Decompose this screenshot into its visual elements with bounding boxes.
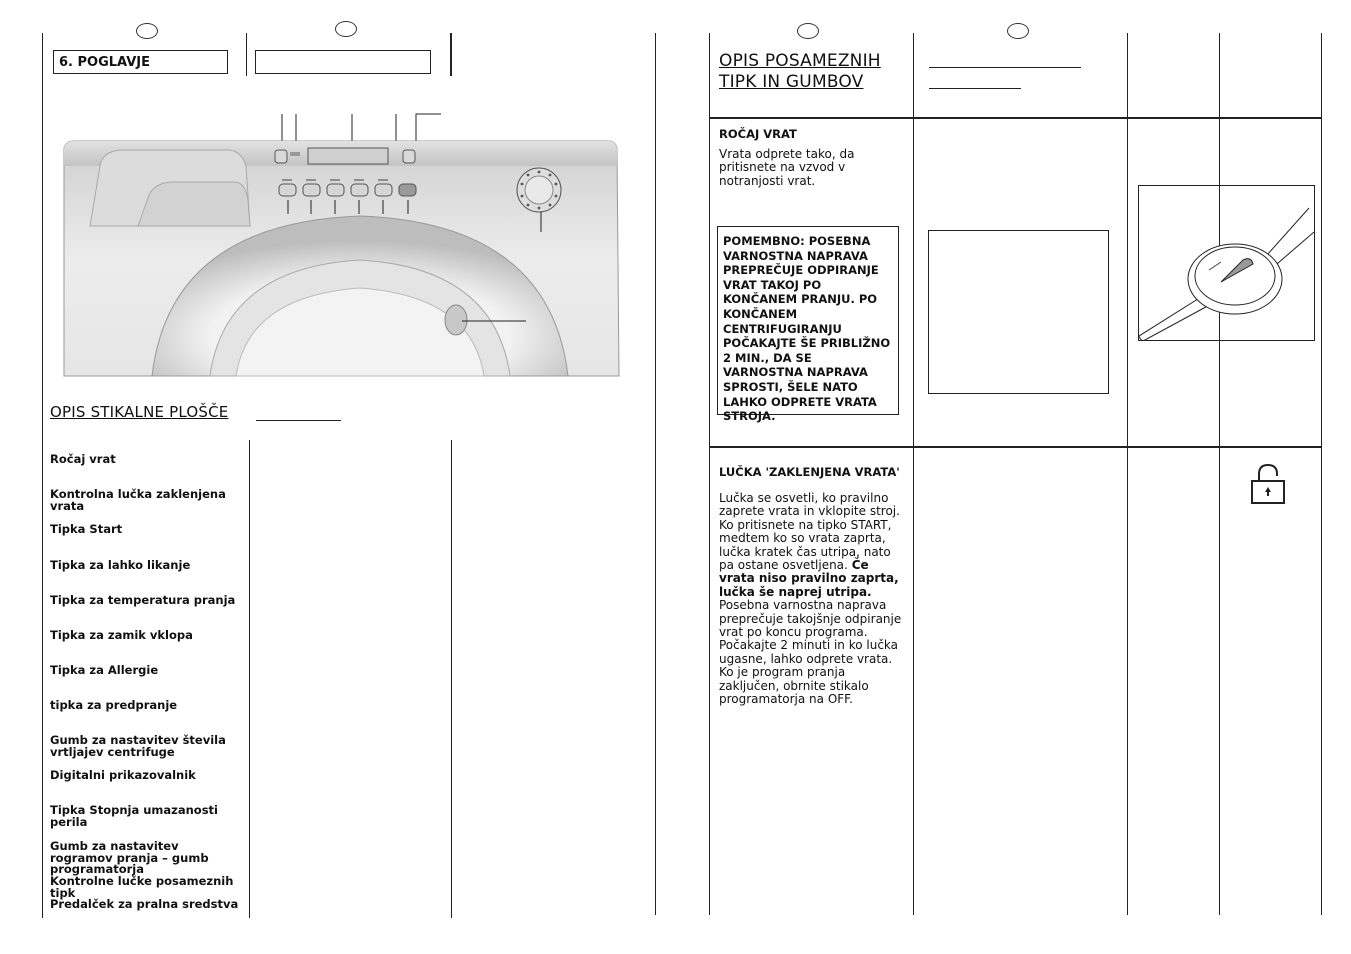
washing-machine-panel-illustration [60,108,625,380]
door-handle-text: Vrata odprete tako, da pritisnete na vzvod v notranjosti vrat. [719,147,855,188]
right-col-line-1 [709,33,710,915]
list-divider-2 [451,440,452,918]
list-item: Tipka za Allergie [50,663,159,677]
right-row-divider-1 [709,117,1322,119]
chapter-title-blank [255,50,431,74]
right-col-line-5 [1321,33,1322,915]
left-margin-line [42,33,43,918]
list-item: Tipka za lahko likanje [50,558,191,572]
lock-light-text-1: Lučka se osvetli, ko pravilno zaprete vrata in vklopite stroj. Ko pritisnete na tipko START, medtem ko so vrata zaprta, lučka kratek čas utripa, nato pa ostane osvetljena. [719,491,900,573]
header-divider-2 [450,33,452,76]
door-handle-illustration-frame [1138,185,1315,341]
list-item: Tipka Start [50,522,123,536]
list-item: Kontrolne lučke posameznih tipk [50,874,234,900]
flag-oval-4 [1007,23,1029,39]
flag-oval-3 [797,23,819,39]
door-handle-heading: ROČAJ VRAT [719,127,797,141]
blank-translation-box [928,230,1109,394]
chapter-title: 6. POGLAVJE [53,50,228,74]
list-item: Digitalni prikazovalnik [50,768,196,782]
lock-light-text-bold: Če vrata niso pravilno zaprta, lučka še naprej utripa. [719,558,899,599]
right-col-line-3 [1127,33,1128,915]
right-title-blank-line-1 [929,67,1081,68]
lock-light-text-2: Posebna varnostna naprava preprečuje takojšnje odpiranje vrat po koncu programa. Počakajte 2 minuti in ko lučka ugasne, lahko odprete vrata. Ko je program pranja zaključen, obrnite stikalo programatorja na OFF. [719,598,902,707]
list-item: Ročaj vrat [50,452,116,466]
page-gutter-line [655,33,656,915]
list-item: Gumb za nastavitev števila vrtljajev centrifuge [50,733,226,759]
panel-section-underline [256,420,341,421]
lock-light-text [719,492,902,707]
list-item: Tipka za temperatura pranja [50,593,236,607]
list-divider-1 [249,440,250,918]
flag-oval-2 [335,21,357,37]
right-col-line-4 [1219,33,1220,915]
door-handle-illustration [1139,186,1314,340]
list-item: Tipka Stopnja umazanosti perila [50,803,218,829]
header-divider-1 [246,33,247,76]
list-item: Tipka za zamik vklopa [50,628,193,642]
list-item: Kontrolna lučka zaklenjena vrata [50,487,226,513]
panel-section-title: OPIS STIKALNE PLOŠČE [50,403,229,421]
list-item: Predalček za pralna sredstva [50,897,239,911]
lock-light-heading: LUČKA 'ZAKLENJENA VRATA' [719,465,900,479]
right-col-line-2 [913,33,914,915]
important-notice: POMEMBNO: POSEBNA VARNOSTNA NAPRAVA PREPREČUJE ODPIRANJE VRAT TAKOJ PO KONČANEM PRANJU. PO KONČANEM CENTRIFUGIRANJU POČAKAJTE ŠE PRIBLIŽNO 2 MIN., DA SE VARNOSTNA NAPRAVA SPROSTI, ŠELE NATO LAHKO ODPRETE VRATA STROJA. [717,226,899,415]
padlock-icon [1250,463,1286,505]
right-title-blank-line-2 [929,88,1021,89]
list-item: tipka za predpranje [50,698,178,712]
right-section-title: OPIS POSAMEZNIH TIPK IN GUMBOV [719,51,881,92]
list-item: Gumb za nastavitev rogramov pranja – gumb programatorja [50,839,209,876]
flag-oval-1 [136,23,158,39]
right-row-divider-2 [709,446,1322,448]
